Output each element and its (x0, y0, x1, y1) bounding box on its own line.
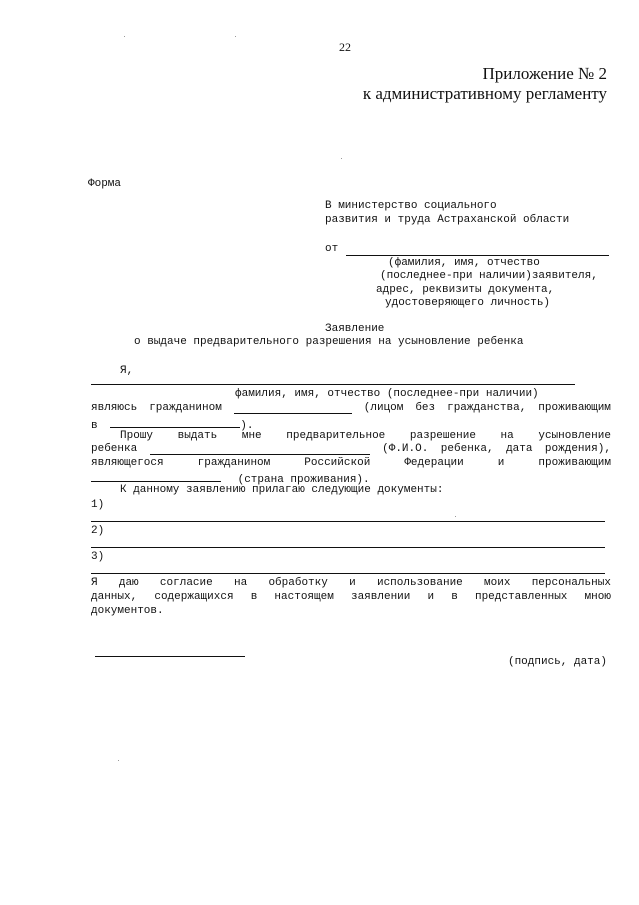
fio-field-line[interactable] (91, 384, 575, 385)
signature-hint: (подпись, дата) (507, 656, 607, 668)
residence-field[interactable] (110, 416, 240, 428)
signature-field-line[interactable] (95, 656, 245, 657)
scan-speck (118, 760, 119, 761)
scan-speck (341, 158, 342, 159)
document-item-2-field[interactable] (91, 547, 605, 548)
child-citizenship-line: являющегося гражданином Российской Федерации и проживающим (91, 457, 611, 469)
scan-speck (124, 36, 125, 37)
document-item-1-field[interactable] (91, 521, 605, 522)
document-item-1-label: 1) (91, 499, 105, 511)
request-line: Прошу выдать мне предварительное разрешение на усыновление (120, 430, 611, 442)
child-line: ребенка (Ф.И.О. ребенка, дата рождения), (91, 443, 611, 455)
fio-hint: фамилия, имя, отчество (последнее-при наличии) (235, 388, 539, 400)
from-label: от (325, 243, 339, 255)
from-hint-2: (последнее-при наличии)заявителя, (380, 270, 598, 282)
residence-line: в ). (91, 416, 253, 433)
statement-title: Заявление (325, 323, 385, 335)
consent-line-2: данных, содержащихся в настоящем заявлении и в представленных мною (91, 591, 611, 603)
from-hint-3: адрес, реквизиты документа, (376, 284, 555, 296)
document-item-2-label: 2) (91, 525, 105, 537)
document-item-3-label: 3) (91, 551, 105, 563)
scan-speck (455, 516, 456, 517)
citizenship-line: являюсь гражданином (лицом без гражданства, проживающим (91, 402, 611, 414)
from-hint-4: удостоверяющего личность) (385, 297, 551, 309)
document-item-3-field[interactable] (91, 573, 605, 574)
addressee-line-1: В министерство социального (325, 200, 497, 212)
page-number: 22 (339, 40, 351, 54)
country-line: (страна проживания). (91, 470, 370, 487)
form-label: Форма (88, 178, 122, 190)
appendix-title: Приложение № 2 (482, 64, 607, 83)
consent-line-3: документов. (91, 605, 164, 617)
consent-line-1: Я даю согласие на обработку и использование моих персональных (91, 577, 611, 589)
from-field-line[interactable] (346, 255, 609, 256)
country-field[interactable] (91, 470, 221, 482)
from-hint-1: (фамилия, имя, отчество (388, 257, 540, 269)
citizenship-field[interactable] (234, 402, 352, 414)
statement-subtitle: о выдаче предварительного разрешения на усыновление ребенка (134, 336, 524, 348)
child-name-field[interactable] (150, 443, 370, 455)
scan-speck (235, 36, 236, 37)
ya-label: Я, (120, 365, 134, 377)
appendix-subtitle: к административному регламенту (362, 84, 607, 103)
documents-intro: К данному заявлению прилагаю следующие документы: (120, 484, 444, 496)
addressee-line-2: развития и труда Астраханской области (325, 214, 570, 226)
